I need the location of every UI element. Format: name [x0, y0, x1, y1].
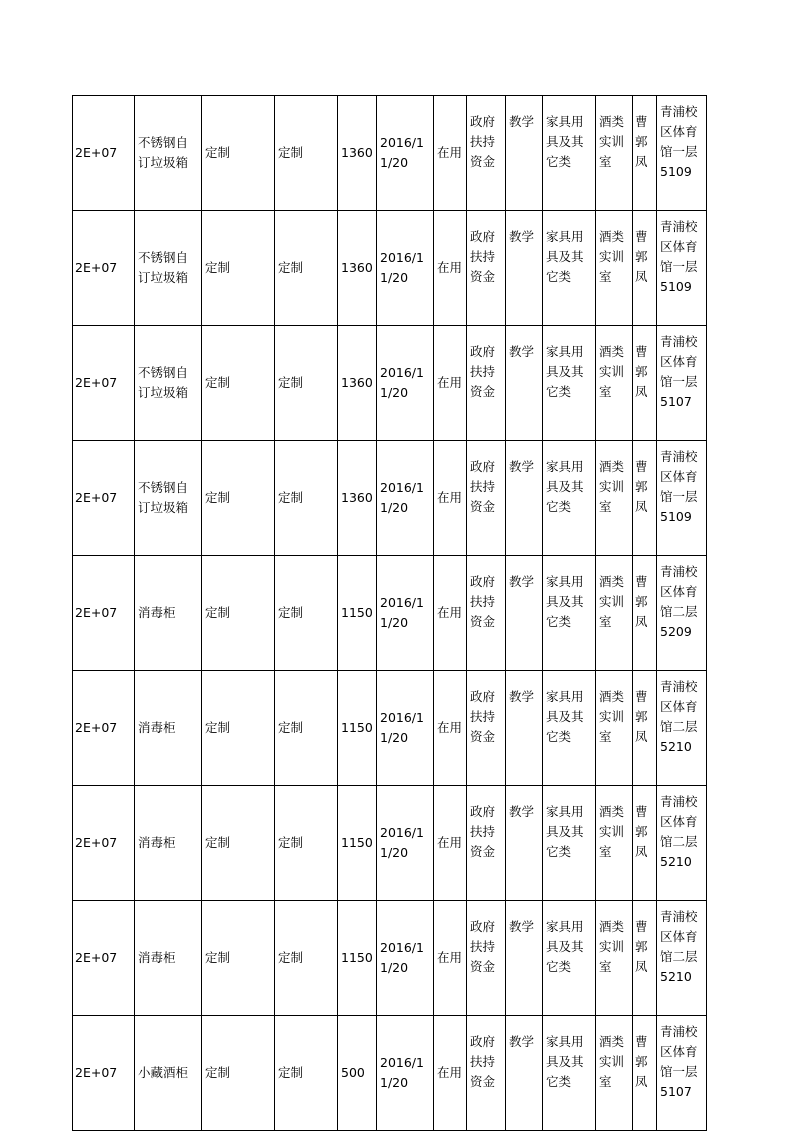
category-cell: 家具用具及其它类	[543, 441, 596, 556]
category-cell: 家具用具及其它类	[543, 556, 596, 671]
usage-cell: 教学	[506, 786, 543, 901]
asset-name-cell: 不锈钢自订垃圾箱	[135, 211, 202, 326]
status-cell: 在用	[434, 326, 467, 441]
asset-id-cell: 2E+07	[73, 556, 135, 671]
asset-name-cell: 不锈钢自订垃圾箱	[135, 441, 202, 556]
model-cell: 定制	[202, 901, 275, 1016]
spec-cell: 定制	[275, 441, 338, 556]
funding-source-cell: 政府扶持资金	[467, 96, 506, 211]
keeper-cell: 曹郭凤	[633, 901, 657, 1016]
keeper-cell: 曹郭凤	[633, 786, 657, 901]
status-cell: 在用	[434, 211, 467, 326]
status-cell: 在用	[434, 1016, 467, 1131]
lab-cell: 酒类实训室	[596, 326, 633, 441]
table-row	[73, 786, 707, 901]
spec-cell: 定制	[275, 1016, 338, 1131]
asset-id-cell: 2E+07	[73, 441, 135, 556]
asset-name-cell: 不锈钢自订垃圾箱	[135, 326, 202, 441]
usage-cell: 教学	[506, 556, 543, 671]
table-row	[73, 556, 707, 671]
category-cell: 家具用具及其它类	[543, 671, 596, 786]
asset-name-cell: 不锈钢自订垃圾箱	[135, 96, 202, 211]
model-cell: 定制	[202, 211, 275, 326]
asset-id-cell: 2E+07	[73, 901, 135, 1016]
model-cell: 定制	[202, 556, 275, 671]
price-cell: 1360	[338, 96, 377, 211]
status-cell: 在用	[434, 96, 467, 211]
table-row	[73, 441, 707, 556]
usage-cell: 教学	[506, 96, 543, 211]
model-cell: 定制	[202, 326, 275, 441]
asset-id-cell: 2E+07	[73, 786, 135, 901]
keeper-cell: 曹郭凤	[633, 211, 657, 326]
category-cell: 家具用具及其它类	[543, 326, 596, 441]
keeper-cell: 曹郭凤	[633, 671, 657, 786]
category-cell: 家具用具及其它类	[543, 1016, 596, 1131]
acquisition-date-cell: 2016/11/20	[377, 556, 434, 671]
category-cell: 家具用具及其它类	[543, 786, 596, 901]
price-cell: 1360	[338, 211, 377, 326]
table-row	[73, 96, 707, 211]
price-cell: 1150	[338, 556, 377, 671]
table-row	[73, 326, 707, 441]
location-cell: 青浦校区体育馆二层5210	[657, 786, 707, 901]
spec-cell: 定制	[275, 326, 338, 441]
asset-name-cell: 小藏酒柜	[135, 1016, 202, 1131]
usage-cell: 教学	[506, 671, 543, 786]
spec-cell: 定制	[275, 96, 338, 211]
keeper-cell: 曹郭凤	[633, 1016, 657, 1131]
table-row	[73, 211, 707, 326]
funding-source-cell: 政府扶持资金	[467, 786, 506, 901]
funding-source-cell: 政府扶持资金	[467, 441, 506, 556]
asset-table	[72, 95, 707, 1131]
lab-cell: 酒类实训室	[596, 786, 633, 901]
location-cell: 青浦校区体育馆二层5209	[657, 556, 707, 671]
category-cell: 家具用具及其它类	[543, 211, 596, 326]
price-cell: 500	[338, 1016, 377, 1131]
funding-source-cell: 政府扶持资金	[467, 556, 506, 671]
table-row	[73, 901, 707, 1016]
funding-source-cell: 政府扶持资金	[467, 1016, 506, 1131]
location-cell: 青浦校区体育馆一层5109	[657, 441, 707, 556]
spec-cell: 定制	[275, 786, 338, 901]
lab-cell: 酒类实训室	[596, 96, 633, 211]
model-cell: 定制	[202, 441, 275, 556]
funding-source-cell: 政府扶持资金	[467, 671, 506, 786]
table-row	[73, 1016, 707, 1131]
status-cell: 在用	[434, 441, 467, 556]
keeper-cell: 曹郭凤	[633, 96, 657, 211]
spec-cell: 定制	[275, 556, 338, 671]
location-cell: 青浦校区体育馆一层5109	[657, 96, 707, 211]
lab-cell: 酒类实训室	[596, 901, 633, 1016]
location-cell: 青浦校区体育馆一层5107	[657, 326, 707, 441]
table-body	[73, 96, 707, 1131]
keeper-cell: 曹郭凤	[633, 556, 657, 671]
acquisition-date-cell: 2016/11/20	[377, 326, 434, 441]
asset-name-cell: 消毒柜	[135, 901, 202, 1016]
status-cell: 在用	[434, 901, 467, 1016]
usage-cell: 教学	[506, 211, 543, 326]
acquisition-date-cell: 2016/11/20	[377, 441, 434, 556]
status-cell: 在用	[434, 671, 467, 786]
model-cell: 定制	[202, 96, 275, 211]
model-cell: 定制	[202, 671, 275, 786]
acquisition-date-cell: 2016/11/20	[377, 1016, 434, 1131]
location-cell: 青浦校区体育馆二层5210	[657, 671, 707, 786]
location-cell: 青浦校区体育馆一层5107	[657, 1016, 707, 1131]
acquisition-date-cell: 2016/11/20	[377, 786, 434, 901]
model-cell: 定制	[202, 1016, 275, 1131]
model-cell: 定制	[202, 786, 275, 901]
status-cell: 在用	[434, 556, 467, 671]
asset-id-cell: 2E+07	[73, 211, 135, 326]
funding-source-cell: 政府扶持资金	[467, 901, 506, 1016]
asset-id-cell: 2E+07	[73, 96, 135, 211]
spec-cell: 定制	[275, 211, 338, 326]
acquisition-date-cell: 2016/11/20	[377, 901, 434, 1016]
funding-source-cell: 政府扶持资金	[467, 326, 506, 441]
keeper-cell: 曹郭凤	[633, 441, 657, 556]
funding-source-cell: 政府扶持资金	[467, 211, 506, 326]
asset-id-cell: 2E+07	[73, 671, 135, 786]
price-cell: 1150	[338, 786, 377, 901]
lab-cell: 酒类实训室	[596, 211, 633, 326]
usage-cell: 教学	[506, 1016, 543, 1131]
usage-cell: 教学	[506, 441, 543, 556]
price-cell: 1360	[338, 326, 377, 441]
spec-cell: 定制	[275, 671, 338, 786]
keeper-cell: 曹郭凤	[633, 326, 657, 441]
asset-name-cell: 消毒柜	[135, 556, 202, 671]
price-cell: 1150	[338, 671, 377, 786]
acquisition-date-cell: 2016/11/20	[377, 671, 434, 786]
acquisition-date-cell: 2016/11/20	[377, 96, 434, 211]
usage-cell: 教学	[506, 901, 543, 1016]
asset-name-cell: 消毒柜	[135, 786, 202, 901]
status-cell: 在用	[434, 786, 467, 901]
acquisition-date-cell: 2016/11/20	[377, 211, 434, 326]
price-cell: 1360	[338, 441, 377, 556]
lab-cell: 酒类实训室	[596, 671, 633, 786]
category-cell: 家具用具及其它类	[543, 96, 596, 211]
asset-name-cell: 消毒柜	[135, 671, 202, 786]
asset-id-cell: 2E+07	[73, 326, 135, 441]
spec-cell: 定制	[275, 901, 338, 1016]
lab-cell: 酒类实训室	[596, 1016, 633, 1131]
lab-cell: 酒类实训室	[596, 441, 633, 556]
price-cell: 1150	[338, 901, 377, 1016]
category-cell: 家具用具及其它类	[543, 901, 596, 1016]
location-cell: 青浦校区体育馆一层5109	[657, 211, 707, 326]
location-cell: 青浦校区体育馆二层5210	[657, 901, 707, 1016]
table-row	[73, 671, 707, 786]
lab-cell: 酒类实训室	[596, 556, 633, 671]
asset-id-cell: 2E+07	[73, 1016, 135, 1131]
usage-cell: 教学	[506, 326, 543, 441]
